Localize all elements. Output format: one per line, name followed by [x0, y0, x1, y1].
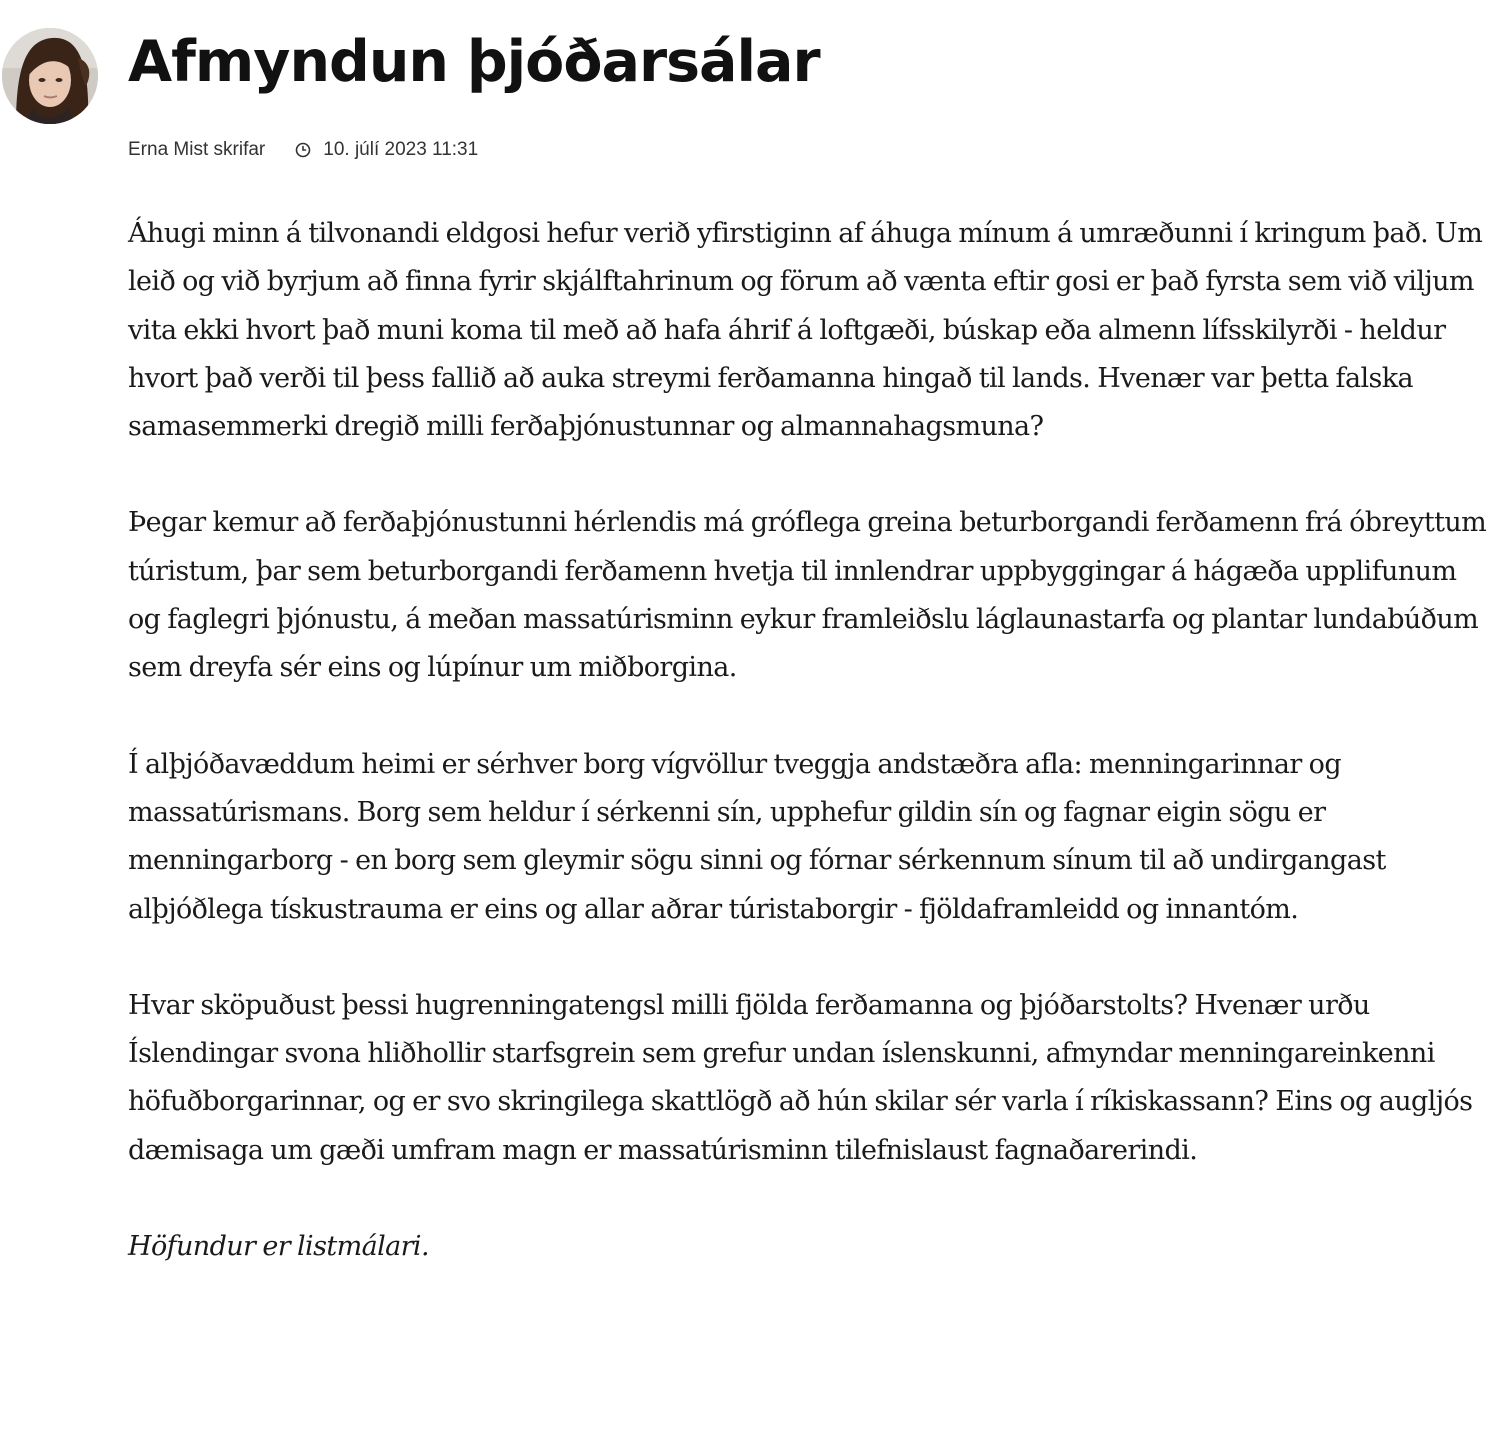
publish-date: 10. júlí 2023 11:31: [323, 139, 479, 160]
article-paragraph: Þegar kemur að ferðaþjónustunni hérlendis má gróflega greina beturborgandi ferðamenn frá óbreyttum túristum, þar sem beturborgandi ferðamenn hvetja til innlendrar uppbyggingar á hágæða upplifunum og faglegri þjónustu, á meðan massatúrisminn eykur framleiðslu láglaunastarfa og plantar lundabúðum sem dreyfa sér eins og lúpínur um miðborgina.: [128, 507, 1487, 684]
article-paragraph: Áhugi minn á tilvonandi eldgosi hefur verið yfirstiginn af áhuga mínum á umræðunni í kringum það. Um leið og við byrjum að finna fyrir skjálftahrinum og förum að vænta eftir gosi er það fyrsta sem við viljum vita ekki hvort það muni koma til með að hafa áhrif á loftgæði, búskap eða almenn lífsskilyrði - heldur hvort það verði til þess fallið að auka streymi ferðamanna hingað til lands. Hvenær var þetta falska samasemmerki dregið milli ferðaþjónustunnar og almannahagsmuna?: [128, 218, 1483, 443]
article-paragraph: Í alþjóðavæddum heimi er sérhver borg vígvöllur tveggja andstæðra afla: menningarinnar og massatúrismans. Borg sem heldur í sérkenni sín, upphefur gildin sín og fagnar eigin sögu er menningarborg - en borg sem gleymir sögu sinni og fórnar sérkennum sínum til að undirgangast alþjóðlega tískustrauma er eins og allar aðrar túristaborgir - fjöldaframleidd og innantóm.: [128, 748, 1386, 925]
avatar-photo: [2, 28, 98, 124]
author-avatar[interactable]: [2, 28, 98, 124]
author-signoff: Höfundur er listmálari.: [128, 1231, 429, 1263]
author-name[interactable]: Erna Mist skrifar: [128, 139, 266, 160]
article-paragraph: Hvar sköpuðust þessi hugrenningatengsl milli fjölda ferðamanna og þjóðarstolts? Hvenær urðu Íslendingar svona hliðhollir starfsgrein sem grefur undan íslenskunni, afmyndar menningareinkenni höfuðborgarinnar, og er svo skringilega skattlögð að hún skilar sér varla í ríkiskassann? Eins og augljós dæmisaga um gæði umfram magn er massatúrisminn tilefnislaust fagnaðarerindi.: [128, 989, 1473, 1166]
byline: [128, 137, 478, 163]
clock-icon: [295, 142, 311, 158]
article-title: Afmyndun þjóðarsálar: [128, 29, 820, 95]
article-body: [128, 210, 1488, 1271]
